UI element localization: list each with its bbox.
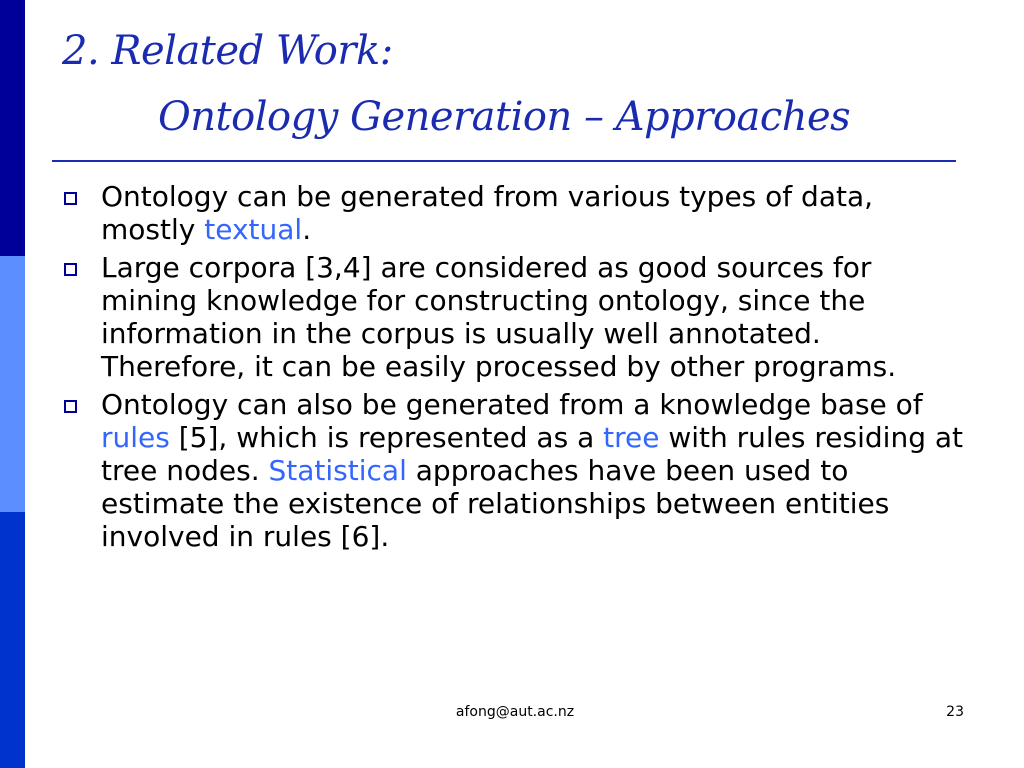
bullet-text-part: with rules residing at tree nodes.: [101, 421, 964, 487]
bullet-list: [60, 180, 970, 558]
bullet-item: [60, 388, 970, 553]
sidebar-color-band: [0, 0, 25, 768]
bullet-text-part: .: [302, 213, 312, 246]
slide-title-line2: Ontology Generation – Approaches: [158, 94, 851, 140]
footer-email: afong@aut.ac.nz: [455, 704, 575, 720]
bullet-item: [60, 180, 970, 246]
bullet-highlight-textual: textual: [204, 213, 303, 246]
bullet-highlight-rules: rules: [101, 421, 170, 454]
bullet-highlight-statistical: Statistical: [268, 454, 407, 487]
hollow-square-bullet-icon: [64, 192, 77, 205]
title-underline-divider: [52, 160, 956, 162]
bullet-highlight-tree: tree: [603, 421, 660, 454]
hollow-square-bullet-icon: [64, 263, 77, 276]
sidebar-band-top: [0, 0, 25, 256]
hollow-square-bullet-icon: [64, 400, 77, 413]
slide-title-line1: 2. Related Work:: [62, 28, 393, 74]
slide-title: [62, 26, 962, 142]
bullet-text-part: Ontology can be generated from various types of data, mostly: [101, 180, 874, 246]
sidebar-band-middle: [0, 256, 25, 512]
bullet-text-part: Ontology can also be generated from a knowledge base of: [101, 388, 923, 421]
bullet-text-part: approaches have been used to estimate the existence of relationships between entities involved in rules [6].: [101, 454, 890, 553]
bullet-text-part: [5], which is represented as a: [169, 421, 604, 454]
sidebar-band-bottom: [0, 512, 25, 768]
bullet-text-part: Large corpora [3,4] are considered as good sources for mining knowledge for constructing ontology, since the information in the corpus is usually well annotated. Therefore, it can be easily processed by other programs.: [101, 251, 897, 383]
footer-page-number: 23: [946, 704, 964, 720]
bullet-item: [60, 251, 970, 383]
